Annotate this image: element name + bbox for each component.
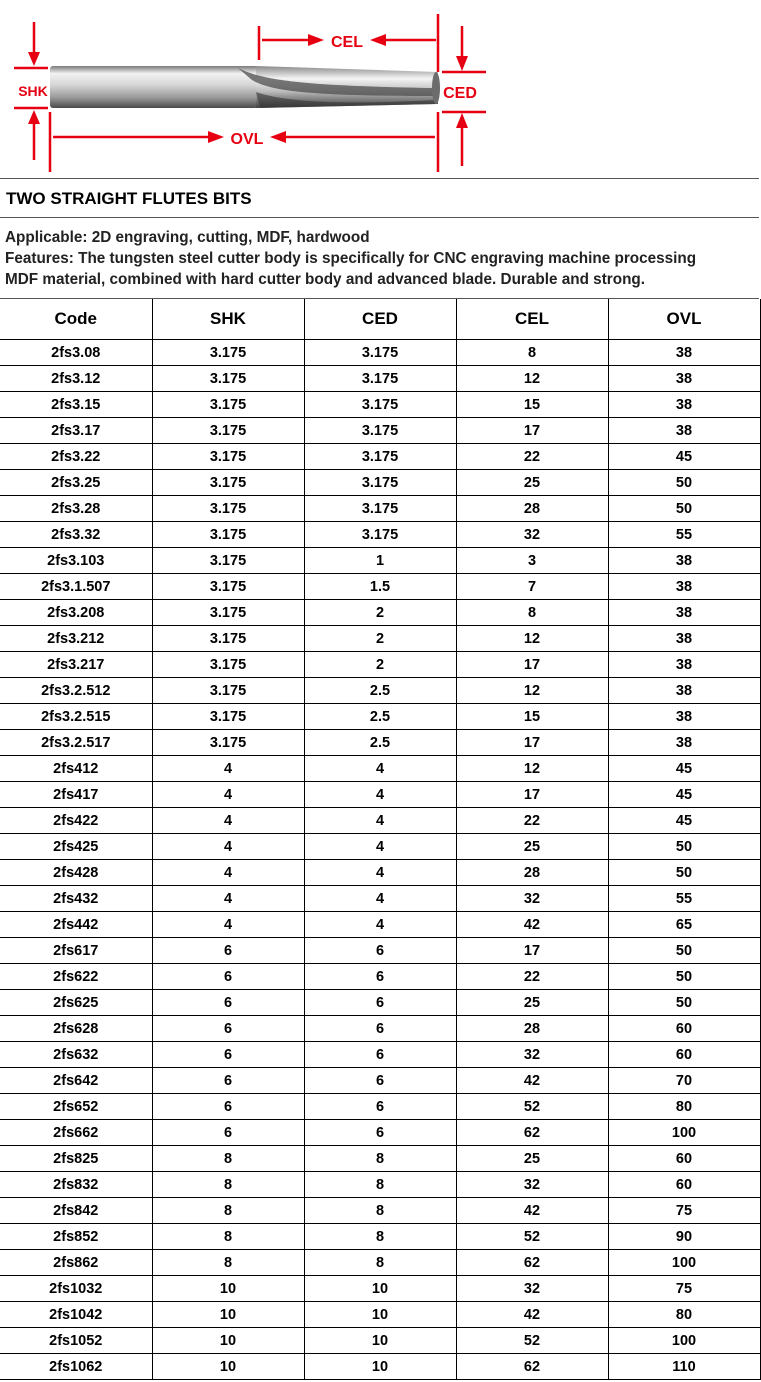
cell-ovl: 110 (608, 1354, 760, 1380)
table-row (0, 366, 760, 392)
cell-cel: 28 (456, 860, 608, 886)
cell-cel: 22 (456, 964, 608, 990)
cell-code: 2fs622 (0, 964, 152, 990)
table-row (0, 1016, 760, 1042)
cell-ovl: 100 (608, 1328, 760, 1354)
cell-shk: 3.175 (152, 574, 304, 600)
cell-cel: 32 (456, 522, 608, 548)
cell-cel: 17 (456, 730, 608, 756)
cell-ced: 4 (304, 834, 456, 860)
cell-code: 2fs3.2.515 (0, 704, 152, 730)
cell-ovl: 38 (608, 730, 760, 756)
header-ced: CED (304, 299, 456, 340)
cell-ovl: 50 (608, 834, 760, 860)
cell-cel: 42 (456, 912, 608, 938)
header-cel: CEL (456, 299, 608, 340)
cell-ced: 3.175 (304, 496, 456, 522)
cell-cel: 15 (456, 392, 608, 418)
table-body (0, 340, 760, 1380)
table-row (0, 1094, 760, 1120)
cell-shk: 4 (152, 756, 304, 782)
table-row (0, 1068, 760, 1094)
cell-code: 2fs625 (0, 990, 152, 1016)
cell-code: 2fs417 (0, 782, 152, 808)
table-row (0, 418, 760, 444)
table-row (0, 886, 760, 912)
cell-ovl: 60 (608, 1172, 760, 1198)
cell-ovl: 60 (608, 1146, 760, 1172)
cell-ced: 8 (304, 1198, 456, 1224)
cell-ced: 6 (304, 1068, 456, 1094)
cell-ovl: 45 (608, 782, 760, 808)
cell-shk: 8 (152, 1146, 304, 1172)
table-row (0, 652, 760, 678)
table-row (0, 470, 760, 496)
cell-shk: 4 (152, 808, 304, 834)
cell-cel: 15 (456, 704, 608, 730)
cell-ced: 4 (304, 782, 456, 808)
table-row (0, 938, 760, 964)
cell-cel: 42 (456, 1198, 608, 1224)
header-code: Code (0, 299, 152, 340)
table-row (0, 1302, 760, 1328)
cell-cel: 12 (456, 366, 608, 392)
cell-cel: 17 (456, 782, 608, 808)
table-row (0, 496, 760, 522)
cell-cel: 28 (456, 1016, 608, 1042)
cell-ovl: 38 (608, 548, 760, 574)
cell-shk: 3.175 (152, 600, 304, 626)
cell-ovl: 75 (608, 1276, 760, 1302)
description-block (0, 218, 759, 299)
cell-shk: 3.175 (152, 548, 304, 574)
cell-code: 2fs3.212 (0, 626, 152, 652)
table-row (0, 990, 760, 1016)
cell-ced: 10 (304, 1302, 456, 1328)
spec-table (0, 299, 761, 1380)
cell-ced: 10 (304, 1354, 456, 1380)
title-bar (0, 178, 759, 218)
cell-ced: 6 (304, 964, 456, 990)
table-row (0, 834, 760, 860)
cell-shk: 10 (152, 1328, 304, 1354)
ovl-label: OVL (230, 131, 264, 148)
cell-code: 2fs632 (0, 1042, 152, 1068)
cell-cel: 25 (456, 1146, 608, 1172)
header-ovl: OVL (608, 299, 760, 340)
cell-shk: 10 (152, 1302, 304, 1328)
cell-shk: 3.175 (152, 366, 304, 392)
table-row (0, 1198, 760, 1224)
cell-ovl: 60 (608, 1016, 760, 1042)
cell-ced: 1 (304, 548, 456, 574)
page-title: TWO STRAIGHT FLUTES BITS (6, 189, 252, 208)
cell-cel: 25 (456, 990, 608, 1016)
cell-ced: 3.175 (304, 340, 456, 366)
cell-shk: 6 (152, 1094, 304, 1120)
cell-ovl: 55 (608, 886, 760, 912)
table-row (0, 964, 760, 990)
router-bit-diagram (0, 0, 761, 178)
cell-ced: 6 (304, 1120, 456, 1146)
cell-ovl: 45 (608, 444, 760, 470)
cell-ced: 2 (304, 600, 456, 626)
cell-ovl: 38 (608, 626, 760, 652)
cell-shk: 3.175 (152, 444, 304, 470)
table-row (0, 782, 760, 808)
cell-shk: 6 (152, 938, 304, 964)
cell-cel: 32 (456, 1276, 608, 1302)
cell-shk: 3.175 (152, 522, 304, 548)
table-row (0, 1042, 760, 1068)
cell-cel: 17 (456, 652, 608, 678)
cell-code: 2fs442 (0, 912, 152, 938)
cell-shk: 4 (152, 860, 304, 886)
cell-code: 2fs662 (0, 1120, 152, 1146)
cell-code: 2fs642 (0, 1068, 152, 1094)
cell-code: 2fs3.32 (0, 522, 152, 548)
cell-code: 2fs3.08 (0, 340, 152, 366)
cell-ovl: 65 (608, 912, 760, 938)
cell-ced: 3.175 (304, 392, 456, 418)
cell-shk: 3.175 (152, 340, 304, 366)
cell-ovl: 90 (608, 1224, 760, 1250)
cell-cel: 52 (456, 1094, 608, 1120)
cell-ced: 3.175 (304, 470, 456, 496)
cell-code: 2fs432 (0, 886, 152, 912)
cell-shk: 4 (152, 782, 304, 808)
cell-shk: 8 (152, 1250, 304, 1276)
table-row (0, 1224, 760, 1250)
table-row (0, 860, 760, 886)
cell-ced: 2.5 (304, 704, 456, 730)
cell-code: 2fs1042 (0, 1302, 152, 1328)
cel-label: CEL (331, 34, 363, 51)
cell-code: 2fs3.28 (0, 496, 152, 522)
cell-cel: 8 (456, 340, 608, 366)
table-row (0, 1146, 760, 1172)
table-row (0, 678, 760, 704)
cell-code: 2fs852 (0, 1224, 152, 1250)
cell-shk: 6 (152, 1042, 304, 1068)
cell-ced: 4 (304, 886, 456, 912)
table-row (0, 704, 760, 730)
cell-code: 2fs862 (0, 1250, 152, 1276)
cell-ovl: 38 (608, 340, 760, 366)
cell-ovl: 38 (608, 574, 760, 600)
cell-cel: 12 (456, 678, 608, 704)
cell-code: 2fs1052 (0, 1328, 152, 1354)
cell-ced: 6 (304, 938, 456, 964)
cell-ced: 6 (304, 990, 456, 1016)
cell-shk: 8 (152, 1172, 304, 1198)
cell-ovl: 80 (608, 1094, 760, 1120)
cell-ovl: 100 (608, 1250, 760, 1276)
cell-ovl: 50 (608, 964, 760, 990)
cell-ovl: 75 (608, 1198, 760, 1224)
table-header-row (0, 299, 760, 340)
features-line-2: MDF material, combined with hard cutter body and advanced blade. Durable and strong. (5, 271, 646, 288)
cell-ovl: 80 (608, 1302, 760, 1328)
cell-ced: 4 (304, 808, 456, 834)
cell-cel: 42 (456, 1302, 608, 1328)
table-row (0, 1328, 760, 1354)
cell-ovl: 50 (608, 860, 760, 886)
cell-cel: 22 (456, 444, 608, 470)
cell-cel: 62 (456, 1354, 608, 1380)
cell-cel: 32 (456, 1042, 608, 1068)
cell-shk: 8 (152, 1224, 304, 1250)
shk-label: SHK (18, 83, 48, 99)
cell-code: 2fs3.25 (0, 470, 152, 496)
features-line-1: Features: The tungsten steel cutter body is specifically for CNC engraving machine processing (5, 250, 697, 267)
cell-cel: 42 (456, 1068, 608, 1094)
table-row (0, 548, 760, 574)
table-row (0, 1120, 760, 1146)
cell-code: 2fs3.15 (0, 392, 152, 418)
cell-shk: 6 (152, 964, 304, 990)
cell-shk: 4 (152, 886, 304, 912)
table-row (0, 756, 760, 782)
cell-ced: 8 (304, 1172, 456, 1198)
cell-ced: 4 (304, 912, 456, 938)
cell-code: 2fs3.22 (0, 444, 152, 470)
cell-ced: 6 (304, 1042, 456, 1068)
cell-ovl: 100 (608, 1120, 760, 1146)
cell-shk: 6 (152, 1016, 304, 1042)
ced-label: CED (443, 85, 477, 102)
cell-shk: 6 (152, 990, 304, 1016)
cell-ovl: 38 (608, 418, 760, 444)
cell-code: 2fs3.12 (0, 366, 152, 392)
cell-ovl: 50 (608, 496, 760, 522)
cell-code: 2fs412 (0, 756, 152, 782)
table-row (0, 1250, 760, 1276)
cell-ced: 8 (304, 1250, 456, 1276)
cell-shk: 3.175 (152, 678, 304, 704)
cell-ced: 3.175 (304, 444, 456, 470)
cell-ovl: 38 (608, 366, 760, 392)
cell-code: 2fs842 (0, 1198, 152, 1224)
cell-cel: 52 (456, 1224, 608, 1250)
cell-cel: 3 (456, 548, 608, 574)
cell-code: 2fs3.17 (0, 418, 152, 444)
table-row (0, 600, 760, 626)
cell-ovl: 50 (608, 938, 760, 964)
cell-cel: 17 (456, 938, 608, 964)
cell-code: 2fs825 (0, 1146, 152, 1172)
cell-shk: 3.175 (152, 470, 304, 496)
cell-shk: 10 (152, 1354, 304, 1380)
cell-code: 2fs428 (0, 860, 152, 886)
cell-shk: 3.175 (152, 652, 304, 678)
cell-cel: 28 (456, 496, 608, 522)
cell-ced: 3.175 (304, 522, 456, 548)
cell-cel: 62 (456, 1250, 608, 1276)
cell-shk: 6 (152, 1068, 304, 1094)
cell-ced: 8 (304, 1224, 456, 1250)
cell-cel: 12 (456, 756, 608, 782)
cell-cel: 8 (456, 600, 608, 626)
cell-code: 2fs628 (0, 1016, 152, 1042)
cell-code: 2fs3.2.517 (0, 730, 152, 756)
cell-code: 2fs1032 (0, 1276, 152, 1302)
cell-shk: 4 (152, 912, 304, 938)
cell-code: 2fs3.1.507 (0, 574, 152, 600)
cell-code: 2fs3.2.512 (0, 678, 152, 704)
cell-cel: 52 (456, 1328, 608, 1354)
cell-code: 2fs1062 (0, 1354, 152, 1380)
cell-ced: 6 (304, 1094, 456, 1120)
table-row (0, 340, 760, 366)
cell-cel: 62 (456, 1120, 608, 1146)
applicable-line: Applicable: 2D engraving, cutting, MDF, hardwood (5, 229, 370, 246)
cell-ced: 10 (304, 1276, 456, 1302)
cell-code: 2fs3.103 (0, 548, 152, 574)
cell-ovl: 55 (608, 522, 760, 548)
table-row (0, 574, 760, 600)
cell-shk: 3.175 (152, 730, 304, 756)
cell-shk: 6 (152, 1120, 304, 1146)
cell-cel: 32 (456, 886, 608, 912)
cell-cel: 25 (456, 834, 608, 860)
router-bit-shape (50, 66, 440, 108)
cell-ced: 2 (304, 652, 456, 678)
cell-ced: 4 (304, 756, 456, 782)
cell-ovl: 38 (608, 392, 760, 418)
table-row (0, 522, 760, 548)
table-row (0, 1172, 760, 1198)
cell-ovl: 38 (608, 678, 760, 704)
cell-ovl: 45 (608, 756, 760, 782)
cell-code: 2fs3.208 (0, 600, 152, 626)
table-row (0, 444, 760, 470)
cell-ced: 2.5 (304, 678, 456, 704)
cell-ced: 4 (304, 860, 456, 886)
cell-ced: 6 (304, 1016, 456, 1042)
cell-shk: 3.175 (152, 392, 304, 418)
cell-ovl: 38 (608, 600, 760, 626)
table-row (0, 730, 760, 756)
cell-shk: 3.175 (152, 496, 304, 522)
table-row (0, 626, 760, 652)
cell-ced: 2.5 (304, 730, 456, 756)
cell-ced: 8 (304, 1146, 456, 1172)
cell-cel: 17 (456, 418, 608, 444)
cell-ced: 3.175 (304, 418, 456, 444)
table-row (0, 1276, 760, 1302)
table-row (0, 1354, 760, 1380)
cell-ovl: 60 (608, 1042, 760, 1068)
cell-ovl: 50 (608, 990, 760, 1016)
cell-ovl: 38 (608, 704, 760, 730)
cell-cel: 25 (456, 470, 608, 496)
cell-code: 2fs425 (0, 834, 152, 860)
cell-ovl: 45 (608, 808, 760, 834)
cell-ced: 3.175 (304, 366, 456, 392)
cell-ced: 2 (304, 626, 456, 652)
cell-shk: 3.175 (152, 626, 304, 652)
cell-ced: 10 (304, 1328, 456, 1354)
cell-shk: 4 (152, 834, 304, 860)
cell-ovl: 38 (608, 652, 760, 678)
cell-ovl: 70 (608, 1068, 760, 1094)
cell-cel: 32 (456, 1172, 608, 1198)
cell-shk: 10 (152, 1276, 304, 1302)
cell-ovl: 50 (608, 470, 760, 496)
table-row (0, 912, 760, 938)
cell-code: 2fs832 (0, 1172, 152, 1198)
cell-shk: 8 (152, 1198, 304, 1224)
cell-code: 2fs652 (0, 1094, 152, 1120)
cell-code: 2fs3.217 (0, 652, 152, 678)
cell-cel: 22 (456, 808, 608, 834)
cell-cel: 7 (456, 574, 608, 600)
cell-shk: 3.175 (152, 704, 304, 730)
cell-cel: 12 (456, 626, 608, 652)
cell-code: 2fs422 (0, 808, 152, 834)
header-shk: SHK (152, 299, 304, 340)
cell-shk: 3.175 (152, 418, 304, 444)
table-row (0, 808, 760, 834)
table-row (0, 392, 760, 418)
cell-ced: 1.5 (304, 574, 456, 600)
cell-code: 2fs617 (0, 938, 152, 964)
